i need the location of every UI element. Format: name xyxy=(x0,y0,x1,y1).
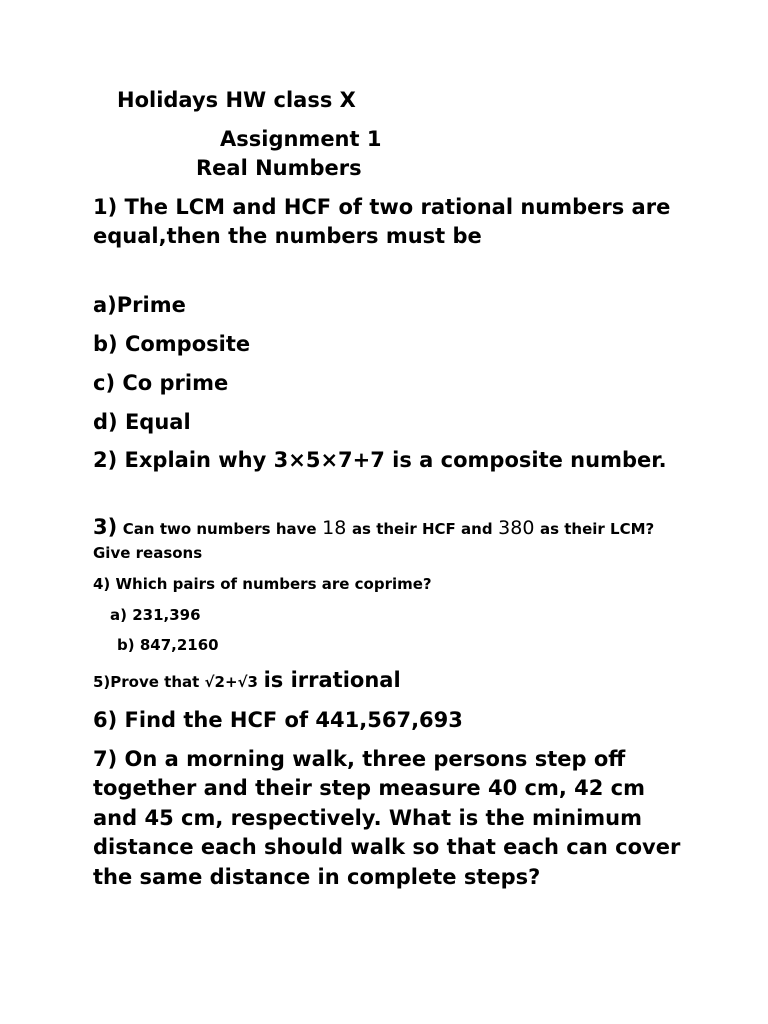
question-1: 1) The LCM and HCF of two rational numbers are equal,then the numbers must be xyxy=(93,195,671,249)
question-1-option-c: c) Co prime xyxy=(93,371,229,395)
question-3-text-3: as their LCM? Give reasons xyxy=(93,520,655,562)
question-6: 6) Find the HCF of 441,567,693 xyxy=(93,708,463,732)
assignment-heading: Assignment 1 xyxy=(220,127,382,151)
question-2: 2) Explain why 3×5×7+7 is a composite number. xyxy=(93,448,667,472)
question-3-lcm-value: 380 xyxy=(498,517,535,539)
question-5-text-2: is irrational xyxy=(263,668,401,692)
question-3-text-1: Can two numbers have xyxy=(122,520,317,538)
topic-heading: Real Numbers xyxy=(196,156,362,180)
question-4-option-a: a) 231,396 xyxy=(110,606,201,624)
question-1-option-d: d) Equal xyxy=(93,410,191,434)
question-7: 7) On a morning walk, three persons step off together and their step measure 40 cm, 42 cm and 45 cm, respectively. What is the minimum distance each should walk so that each can cover the same distance in complete steps? xyxy=(93,747,681,889)
question-1-option-b: b) Composite xyxy=(93,332,251,356)
question-3-text-2: as their HCF and xyxy=(351,520,493,538)
question-5 xyxy=(93,670,401,691)
question-3-number: 3) xyxy=(93,515,118,539)
question-4-option-b: b) 847,2160 xyxy=(117,636,219,654)
question-3 xyxy=(93,516,683,565)
question-5-text-1: 5)Prove that √2+√3 xyxy=(93,673,258,691)
question-1-option-a: a)Prime xyxy=(93,293,186,317)
question-4: 4) Which pairs of numbers are coprime? xyxy=(93,575,432,593)
document-title: Holidays HW class X xyxy=(117,88,356,112)
question-3-hcf-value: 18 xyxy=(322,517,347,539)
